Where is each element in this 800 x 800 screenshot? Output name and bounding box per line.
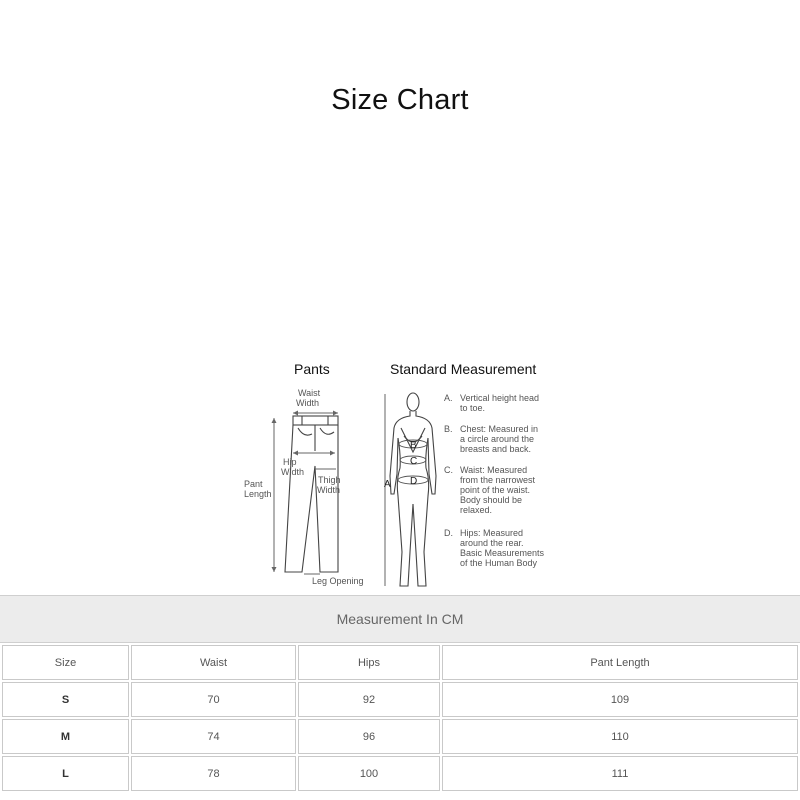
note-c-line-3: point of the waist. <box>460 485 531 495</box>
pant-length-cell: 109 <box>442 682 798 717</box>
page-title: Size Chart <box>331 84 469 116</box>
waist-arrow-head-right <box>333 411 338 416</box>
header-waist: Waist <box>131 645 296 680</box>
measurement-diagram <box>238 356 568 596</box>
body-letter-a: A <box>384 479 391 490</box>
hips-cell: 92 <box>298 682 440 717</box>
note-b-line-2: a circle around the <box>460 434 535 444</box>
note-d-line-4: of the Human Body <box>460 558 538 568</box>
hip-label-1: Hip <box>283 457 297 467</box>
note-d-line-3: Basic Measurements <box>460 548 545 558</box>
header-size: Size <box>2 645 129 680</box>
note-a-line-2: to toe. <box>460 403 486 413</box>
size-cell: L <box>2 756 129 791</box>
header-hips: Hips <box>298 645 440 680</box>
table-row <box>2 756 798 791</box>
note-c-line-4: Body should be <box>460 495 523 505</box>
waist-cell: 70 <box>131 682 296 717</box>
note-d-line-1: Hips: Measured <box>460 528 524 538</box>
note-c-line-5: relaxed. <box>460 505 493 515</box>
leg-opening-label: Leg Opening <box>312 576 364 586</box>
waist-arrow-head-left <box>293 411 298 416</box>
table-row <box>2 719 798 754</box>
note-c-key: C. <box>444 465 453 475</box>
hip-arrow-head-right <box>330 451 335 456</box>
note-d-key: D. <box>444 528 453 538</box>
size-cell: M <box>2 719 129 754</box>
note-c-line-1: Waist: Measured <box>460 465 528 475</box>
waist-cell: 78 <box>131 756 296 791</box>
table-caption: Measurement In CM <box>0 595 800 643</box>
hips-cell: 100 <box>298 756 440 791</box>
note-b-line-3: breasts and back. <box>460 444 532 454</box>
waist-cell: 74 <box>131 719 296 754</box>
length-arrow-head-bottom <box>272 567 277 572</box>
table-row <box>2 682 798 717</box>
standard-heading: Standard Measurement <box>390 361 537 377</box>
size-table-section <box>0 595 800 793</box>
waist-label-1: Waist <box>298 388 321 398</box>
length-arrow-head-top <box>272 418 277 423</box>
thigh-label-2: Width <box>317 485 341 495</box>
body-illustration <box>390 393 436 586</box>
body-measure-lines <box>385 394 428 586</box>
note-d-line-2: around the rear. <box>460 538 524 548</box>
length-label-2: Length <box>244 489 272 499</box>
measurement-notes <box>444 393 545 568</box>
diagram-svg <box>238 356 568 596</box>
size-cell: S <box>2 682 129 717</box>
pants-heading: Pants <box>294 361 330 377</box>
hip-arrow-head-left <box>293 451 298 456</box>
header-pant-length: Pant Length <box>442 645 798 680</box>
table-header-row <box>2 645 798 680</box>
pant-length-cell: 110 <box>442 719 798 754</box>
note-b-line-1: Chest: Measured in <box>460 424 539 434</box>
note-b-key: B. <box>444 424 453 434</box>
length-label-1: Pant <box>244 479 263 489</box>
hip-label-2: Width <box>281 467 305 477</box>
size-table <box>0 643 800 793</box>
hips-cell: 96 <box>298 719 440 754</box>
waist-label-2: Width <box>296 398 320 408</box>
body-letter-b: B <box>410 440 417 451</box>
thigh-label-1: Thigh <box>318 475 341 485</box>
note-c-line-2: from the narrowest <box>460 475 536 485</box>
pant-length-cell: 111 <box>442 756 798 791</box>
note-a-line-1: Vertical height head <box>460 393 540 403</box>
body-letter-c: C <box>410 456 418 467</box>
body-letter-d: D <box>410 476 418 487</box>
note-a-key: A. <box>444 393 453 403</box>
